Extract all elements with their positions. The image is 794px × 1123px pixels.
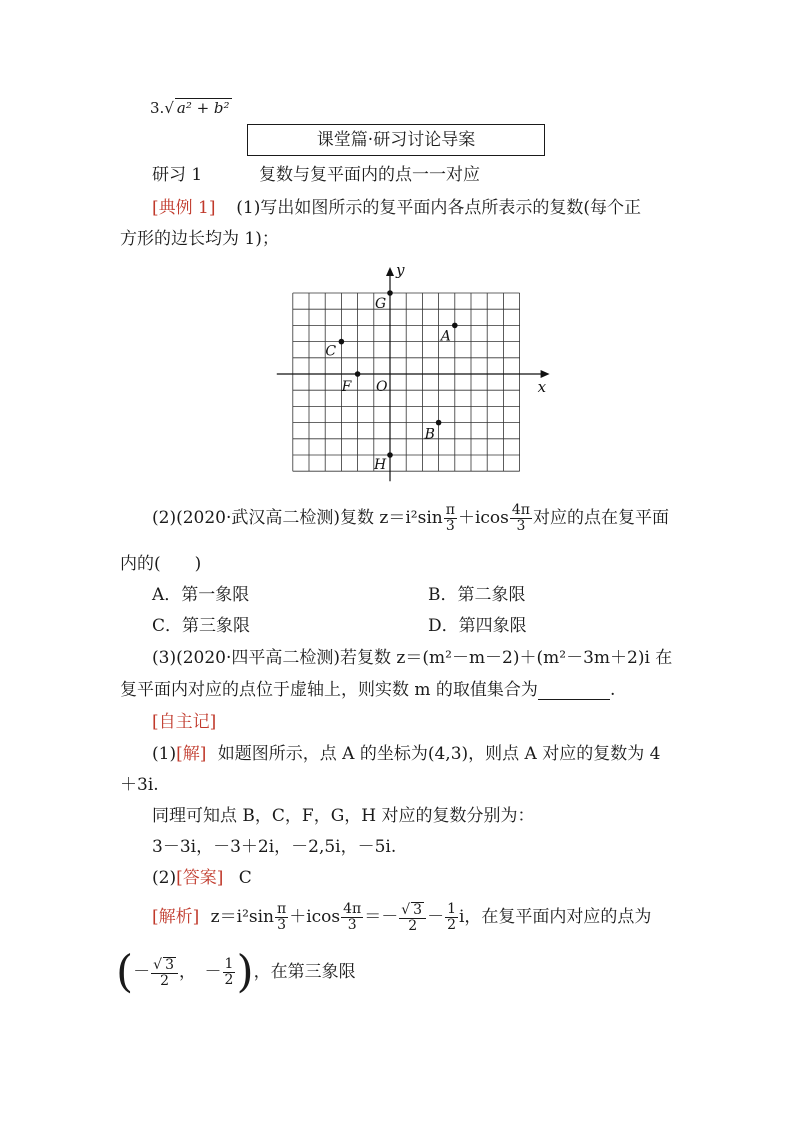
- section-title: 课堂篇·研习讨论导案: [247, 124, 545, 156]
- point-label-a: A: [440, 328, 451, 345]
- complex-plane-figure: [276, 246, 552, 484]
- option-d: D．第四象限: [428, 616, 527, 636]
- example-tag: [典例 1]: [152, 198, 216, 218]
- option-a: A．第一象限: [152, 585, 250, 605]
- axes: [277, 261, 550, 481]
- y-axis-label: y: [396, 261, 405, 279]
- point-label-b: B: [424, 426, 435, 443]
- analysis-tag: [解析]: [152, 907, 200, 927]
- q2-mid: ＋icos: [457, 508, 509, 528]
- point-b: [436, 420, 442, 426]
- point-h: [387, 452, 393, 458]
- analysis-eq: ＝－: [364, 907, 399, 927]
- frac-num: π: [277, 901, 287, 918]
- q3-end: .: [609, 680, 616, 700]
- q3-text: 复平面内对应的点位于虚轴上，则实数 m 的取值集合为: [120, 680, 538, 700]
- solution-tag: [解]: [176, 744, 207, 764]
- point-label-g: G: [375, 296, 387, 312]
- frac-num: √ 3: [151, 957, 178, 974]
- answer1-line2: ＋3i.: [120, 775, 159, 795]
- y-axis-arrow: [386, 267, 394, 276]
- q2-post: 对应的点在复平面: [532, 508, 669, 528]
- left-paren: (: [116, 946, 134, 998]
- sqrt-radicand: a² + b²: [176, 99, 230, 117]
- q1-text: (1)写出如图所示的复平面内各点所表示的复数(每个正: [236, 198, 642, 218]
- self-record-tag: [自主记]: [152, 712, 217, 732]
- answer2-value: C: [238, 868, 252, 888]
- analysis-point: [116, 944, 356, 1000]
- answer2-line: [152, 863, 252, 888]
- answer-tag: [答案]: [176, 868, 224, 888]
- frac-den: 2: [447, 917, 456, 933]
- example1-q1-line2: 方形的边长均为 1)；: [120, 229, 279, 249]
- point-label-f: F: [341, 379, 352, 395]
- fraction-pi-over-3: [275, 902, 288, 932]
- x-axis-label: x: [537, 378, 547, 396]
- point-post: ，在第三象限: [253, 962, 356, 982]
- right-paren: ): [236, 946, 254, 998]
- option-c: C．第三象限: [152, 616, 251, 636]
- fraction-sqrt3-over-2: [399, 902, 426, 933]
- point-a: [452, 323, 458, 329]
- sqrt-radicand: 3: [165, 956, 175, 973]
- point-label-c: C: [325, 343, 337, 360]
- point-c: [339, 339, 345, 345]
- example1-q3-line1: (3)(2020·四平高二检测)若复数 z＝(m²－m－2)＋(m²－3m＋2)i 在: [152, 648, 673, 668]
- analysis-line: [152, 897, 651, 937]
- study-title: 复数与复平面内的点一一对应: [259, 165, 481, 185]
- answer1-text: 如题图所示，点 A 的坐标为(4,3)，则点 A 对应的复数为 4: [217, 744, 661, 764]
- frac-den: 2: [408, 917, 418, 934]
- answer2-label: (2): [152, 868, 177, 888]
- frac-num: π: [445, 502, 455, 519]
- frac-num: 4π: [343, 901, 362, 918]
- fraction-4pi-over-3: [341, 902, 363, 932]
- q2-pre: (2)(2020·武汉高二检测)复数 z＝i²sin: [152, 508, 443, 528]
- example1-q3-line2: [120, 675, 615, 700]
- point-f: [355, 371, 361, 377]
- frac-den: 2: [160, 972, 170, 989]
- sqrt-radicand: 3: [413, 901, 423, 918]
- frac-den: 3: [277, 917, 287, 933]
- answer1-label: (1): [152, 744, 177, 764]
- frac-num: 4π: [511, 502, 530, 519]
- analysis-mid: ＋icos: [289, 907, 341, 927]
- origin-label: O: [376, 379, 388, 395]
- example1-q2-line1: [152, 500, 669, 536]
- frac-num: 1: [447, 901, 456, 918]
- point-label-h: H: [374, 457, 387, 473]
- answer1-values: 3－3i，－3＋2i，－2,5i，－5i.: [152, 837, 397, 857]
- fraction-1-over-2: [445, 902, 458, 932]
- sqrt-sign: √: [164, 99, 174, 117]
- analysis-pre: z＝i²sin: [210, 907, 274, 927]
- frac-num: √ 3: [399, 902, 426, 919]
- study-heading: [152, 160, 480, 185]
- analysis-minus: －: [427, 907, 445, 927]
- fraction-4pi-over-3: [510, 503, 532, 533]
- example1-q2-line2: 内的( ): [120, 554, 202, 574]
- frac-den: 3: [445, 518, 455, 534]
- frac-num: 1: [224, 956, 234, 973]
- grid-lines: [293, 293, 520, 471]
- fraction-sqrt3-over-2: [151, 957, 178, 988]
- analysis-post: i，在复平面内对应的点为: [459, 907, 652, 927]
- points: [325, 290, 457, 473]
- answer1-line1: [152, 739, 660, 764]
- fraction-pi-over-3: [444, 503, 457, 533]
- answer1-same: 同理可知点 B，C，F，G，H 对应的复数分别为：: [152, 806, 535, 826]
- study-label: 研习 1: [152, 165, 203, 185]
- top-item: [150, 98, 232, 117]
- frac-den: 3: [347, 917, 357, 933]
- item-number: 3.: [150, 99, 165, 117]
- answer-blank: [538, 683, 610, 700]
- frac-den: 3: [516, 518, 526, 534]
- x-axis-arrow: [541, 370, 550, 378]
- fraction-1-over-2: [223, 957, 236, 987]
- point-minus-1: －: [133, 962, 151, 982]
- point-g: [387, 290, 393, 296]
- frac-den: 2: [224, 972, 234, 988]
- option-b: B．第二象限: [428, 585, 526, 605]
- point-separator: ， －: [179, 962, 222, 982]
- example1-q1-line1: [152, 193, 641, 218]
